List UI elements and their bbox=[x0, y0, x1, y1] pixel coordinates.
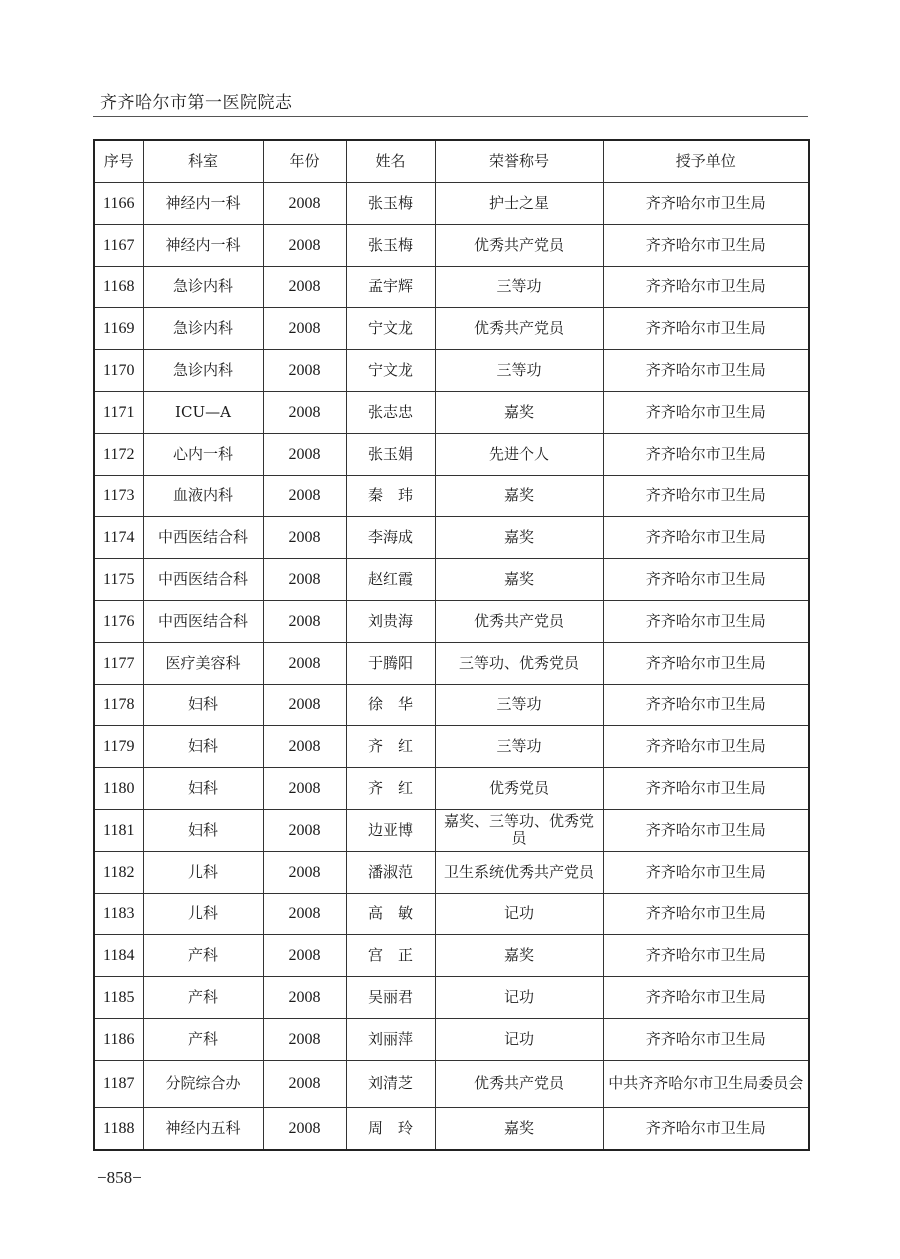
cell-awarding-unit: 齐齐哈尔市卫生局 bbox=[603, 475, 809, 517]
table-header-row bbox=[94, 140, 809, 183]
cell-name: 边亚博 bbox=[346, 809, 435, 851]
cell-name: 刘丽萍 bbox=[346, 1018, 435, 1060]
cell-year: 2008 bbox=[263, 935, 346, 977]
cell-department: 产科 bbox=[143, 935, 263, 977]
cell-name: 宁文龙 bbox=[346, 308, 435, 350]
table-row bbox=[94, 475, 809, 517]
cell-year: 2008 bbox=[263, 559, 346, 601]
cell-index: 1187 bbox=[94, 1060, 143, 1107]
table-row bbox=[94, 600, 809, 642]
column-header-awarding-unit: 授予单位 bbox=[603, 140, 809, 183]
table-row bbox=[94, 1060, 809, 1107]
cell-year: 2008 bbox=[263, 1107, 346, 1149]
cell-index: 1174 bbox=[94, 517, 143, 559]
cell-honor: 嘉奖 bbox=[435, 1107, 603, 1149]
cell-index: 1167 bbox=[94, 224, 143, 266]
cell-awarding-unit: 齐齐哈尔市卫生局 bbox=[603, 600, 809, 642]
cell-awarding-unit: 齐齐哈尔市卫生局 bbox=[603, 893, 809, 935]
cell-index: 1184 bbox=[94, 935, 143, 977]
cell-index: 1188 bbox=[94, 1107, 143, 1149]
table-row bbox=[94, 726, 809, 768]
cell-awarding-unit: 齐齐哈尔市卫生局 bbox=[603, 642, 809, 684]
cell-year: 2008 bbox=[263, 475, 346, 517]
cell-index: 1172 bbox=[94, 433, 143, 475]
cell-department: 妇科 bbox=[143, 768, 263, 810]
table-row bbox=[94, 266, 809, 308]
cell-name: 刘贵海 bbox=[346, 600, 435, 642]
table-row bbox=[94, 684, 809, 726]
cell-name: 刘清芝 bbox=[346, 1060, 435, 1107]
cell-honor: 三等功、优秀党员 bbox=[435, 642, 603, 684]
cell-department: 妇科 bbox=[143, 726, 263, 768]
cell-honor: 嘉奖 bbox=[435, 517, 603, 559]
cell-department: 儿科 bbox=[143, 851, 263, 893]
table-row bbox=[94, 642, 809, 684]
cell-year: 2008 bbox=[263, 266, 346, 308]
cell-name: 张玉梅 bbox=[346, 183, 435, 225]
cell-year: 2008 bbox=[263, 600, 346, 642]
column-header-year: 年份 bbox=[263, 140, 346, 183]
cell-index: 1175 bbox=[94, 559, 143, 601]
cell-department: 心内一科 bbox=[143, 433, 263, 475]
cell-department: 儿科 bbox=[143, 893, 263, 935]
cell-awarding-unit: 齐齐哈尔市卫生局 bbox=[603, 768, 809, 810]
cell-department: 中西医结合科 bbox=[143, 517, 263, 559]
cell-year: 2008 bbox=[263, 308, 346, 350]
cell-awarding-unit: 齐齐哈尔市卫生局 bbox=[603, 684, 809, 726]
cell-awarding-unit: 中共齐齐哈尔市卫生局委员会 bbox=[603, 1060, 809, 1107]
cell-year: 2008 bbox=[263, 1018, 346, 1060]
column-header-index: 序号 bbox=[94, 140, 143, 183]
cell-year: 2008 bbox=[263, 350, 346, 392]
cell-index: 1182 bbox=[94, 851, 143, 893]
cell-department: 医疗美容科 bbox=[143, 642, 263, 684]
page-number: −858− bbox=[97, 1168, 142, 1187]
cell-name: 赵红霞 bbox=[346, 559, 435, 601]
table-row bbox=[94, 977, 809, 1019]
cell-index: 1166 bbox=[94, 183, 143, 225]
cell-department: 妇科 bbox=[143, 809, 263, 851]
cell-awarding-unit: 齐齐哈尔市卫生局 bbox=[603, 391, 809, 433]
cell-awarding-unit: 齐齐哈尔市卫生局 bbox=[603, 977, 809, 1019]
cell-index: 1176 bbox=[94, 600, 143, 642]
cell-name: 于腾阳 bbox=[346, 642, 435, 684]
cell-awarding-unit: 齐齐哈尔市卫生局 bbox=[603, 308, 809, 350]
cell-index: 1186 bbox=[94, 1018, 143, 1060]
cell-year: 2008 bbox=[263, 433, 346, 475]
cell-index: 1177 bbox=[94, 642, 143, 684]
cell-name: 高 敏 bbox=[346, 893, 435, 935]
cell-honor: 三等功 bbox=[435, 726, 603, 768]
table-row bbox=[94, 809, 809, 851]
cell-department: 产科 bbox=[143, 977, 263, 1019]
cell-index: 1168 bbox=[94, 266, 143, 308]
cell-honor: 卫生系统优秀共产党员 bbox=[435, 851, 603, 893]
cell-honor: 嘉奖、三等功、优秀党员 bbox=[435, 809, 603, 851]
cell-honor: 优秀共产党员 bbox=[435, 224, 603, 266]
cell-department: 产科 bbox=[143, 1018, 263, 1060]
table-row bbox=[94, 768, 809, 810]
cell-index: 1180 bbox=[94, 768, 143, 810]
cell-year: 2008 bbox=[263, 1060, 346, 1107]
honors-table bbox=[93, 139, 810, 1151]
cell-name: 宫 正 bbox=[346, 935, 435, 977]
cell-name: 张玉娟 bbox=[346, 433, 435, 475]
cell-year: 2008 bbox=[263, 809, 346, 851]
table-row bbox=[94, 559, 809, 601]
cell-year: 2008 bbox=[263, 391, 346, 433]
cell-name: 宁文龙 bbox=[346, 350, 435, 392]
cell-index: 1185 bbox=[94, 977, 143, 1019]
table-row bbox=[94, 391, 809, 433]
table-row bbox=[94, 308, 809, 350]
table-row bbox=[94, 350, 809, 392]
cell-awarding-unit: 齐齐哈尔市卫生局 bbox=[603, 559, 809, 601]
cell-index: 1170 bbox=[94, 350, 143, 392]
table-row bbox=[94, 935, 809, 977]
cell-name: 李海成 bbox=[346, 517, 435, 559]
cell-year: 2008 bbox=[263, 893, 346, 935]
cell-department: 中西医结合科 bbox=[143, 559, 263, 601]
cell-year: 2008 bbox=[263, 977, 346, 1019]
cell-name: 周 玲 bbox=[346, 1107, 435, 1149]
cell-name: 张玉梅 bbox=[346, 224, 435, 266]
cell-honor: 优秀党员 bbox=[435, 768, 603, 810]
cell-year: 2008 bbox=[263, 517, 346, 559]
header-divider bbox=[93, 116, 808, 117]
cell-index: 1171 bbox=[94, 391, 143, 433]
table-row bbox=[94, 224, 809, 266]
page-header-title: 齐齐哈尔市第一医院院志 bbox=[100, 93, 293, 113]
cell-year: 2008 bbox=[263, 684, 346, 726]
cell-honor: 优秀共产党员 bbox=[435, 308, 603, 350]
table-row bbox=[94, 1107, 809, 1149]
cell-index: 1179 bbox=[94, 726, 143, 768]
cell-honor: 记功 bbox=[435, 1018, 603, 1060]
cell-awarding-unit: 齐齐哈尔市卫生局 bbox=[603, 1018, 809, 1060]
cell-honor: 先进个人 bbox=[435, 433, 603, 475]
cell-honor: 记功 bbox=[435, 977, 603, 1019]
cell-awarding-unit: 齐齐哈尔市卫生局 bbox=[603, 266, 809, 308]
column-header-name: 姓名 bbox=[346, 140, 435, 183]
cell-index: 1183 bbox=[94, 893, 143, 935]
cell-honor: 三等功 bbox=[435, 350, 603, 392]
cell-year: 2008 bbox=[263, 851, 346, 893]
cell-honor: 优秀共产党员 bbox=[435, 600, 603, 642]
cell-awarding-unit: 齐齐哈尔市卫生局 bbox=[603, 224, 809, 266]
cell-index: 1169 bbox=[94, 308, 143, 350]
table-row bbox=[94, 851, 809, 893]
cell-name: 孟宇辉 bbox=[346, 266, 435, 308]
cell-awarding-unit: 齐齐哈尔市卫生局 bbox=[603, 183, 809, 225]
cell-index: 1181 bbox=[94, 809, 143, 851]
cell-department: 急诊内科 bbox=[143, 308, 263, 350]
cell-honor: 三等功 bbox=[435, 684, 603, 726]
cell-name: 张志忠 bbox=[346, 391, 435, 433]
cell-name: 齐 红 bbox=[346, 726, 435, 768]
cell-honor: 嘉奖 bbox=[435, 935, 603, 977]
table-row bbox=[94, 1018, 809, 1060]
column-header-honor: 荣誉称号 bbox=[435, 140, 603, 183]
cell-department: 妇科 bbox=[143, 684, 263, 726]
table-row bbox=[94, 893, 809, 935]
cell-department: 血液内科 bbox=[143, 475, 263, 517]
cell-index: 1173 bbox=[94, 475, 143, 517]
cell-name: 秦 玮 bbox=[346, 475, 435, 517]
cell-department: 急诊内科 bbox=[143, 350, 263, 392]
cell-name: 吴丽君 bbox=[346, 977, 435, 1019]
cell-department: 神经内五科 bbox=[143, 1107, 263, 1149]
cell-awarding-unit: 齐齐哈尔市卫生局 bbox=[603, 1107, 809, 1149]
cell-department: 中西医结合科 bbox=[143, 600, 263, 642]
cell-awarding-unit: 齐齐哈尔市卫生局 bbox=[603, 350, 809, 392]
cell-name: 齐 红 bbox=[346, 768, 435, 810]
cell-honor: 记功 bbox=[435, 893, 603, 935]
cell-name: 潘淑范 bbox=[346, 851, 435, 893]
cell-department: ICU—A bbox=[143, 391, 263, 433]
cell-honor: 嘉奖 bbox=[435, 475, 603, 517]
cell-awarding-unit: 齐齐哈尔市卫生局 bbox=[603, 726, 809, 768]
cell-department: 分院综合办 bbox=[143, 1060, 263, 1107]
cell-year: 2008 bbox=[263, 768, 346, 810]
cell-awarding-unit: 齐齐哈尔市卫生局 bbox=[603, 851, 809, 893]
column-header-department: 科室 bbox=[143, 140, 263, 183]
table-row bbox=[94, 517, 809, 559]
cell-year: 2008 bbox=[263, 224, 346, 266]
cell-department: 神经内一科 bbox=[143, 224, 263, 266]
cell-name: 徐 华 bbox=[346, 684, 435, 726]
cell-honor: 优秀共产党员 bbox=[435, 1060, 603, 1107]
cell-year: 2008 bbox=[263, 183, 346, 225]
cell-honor: 三等功 bbox=[435, 266, 603, 308]
cell-year: 2008 bbox=[263, 726, 346, 768]
cell-index: 1178 bbox=[94, 684, 143, 726]
table-row bbox=[94, 433, 809, 475]
cell-year: 2008 bbox=[263, 642, 346, 684]
table-row bbox=[94, 183, 809, 225]
cell-department: 神经内一科 bbox=[143, 183, 263, 225]
cell-awarding-unit: 齐齐哈尔市卫生局 bbox=[603, 517, 809, 559]
cell-department: 急诊内科 bbox=[143, 266, 263, 308]
cell-honor: 嘉奖 bbox=[435, 559, 603, 601]
cell-honor: 嘉奖 bbox=[435, 391, 603, 433]
cell-honor: 护士之星 bbox=[435, 183, 603, 225]
cell-awarding-unit: 齐齐哈尔市卫生局 bbox=[603, 935, 809, 977]
cell-awarding-unit: 齐齐哈尔市卫生局 bbox=[603, 809, 809, 851]
cell-awarding-unit: 齐齐哈尔市卫生局 bbox=[603, 433, 809, 475]
